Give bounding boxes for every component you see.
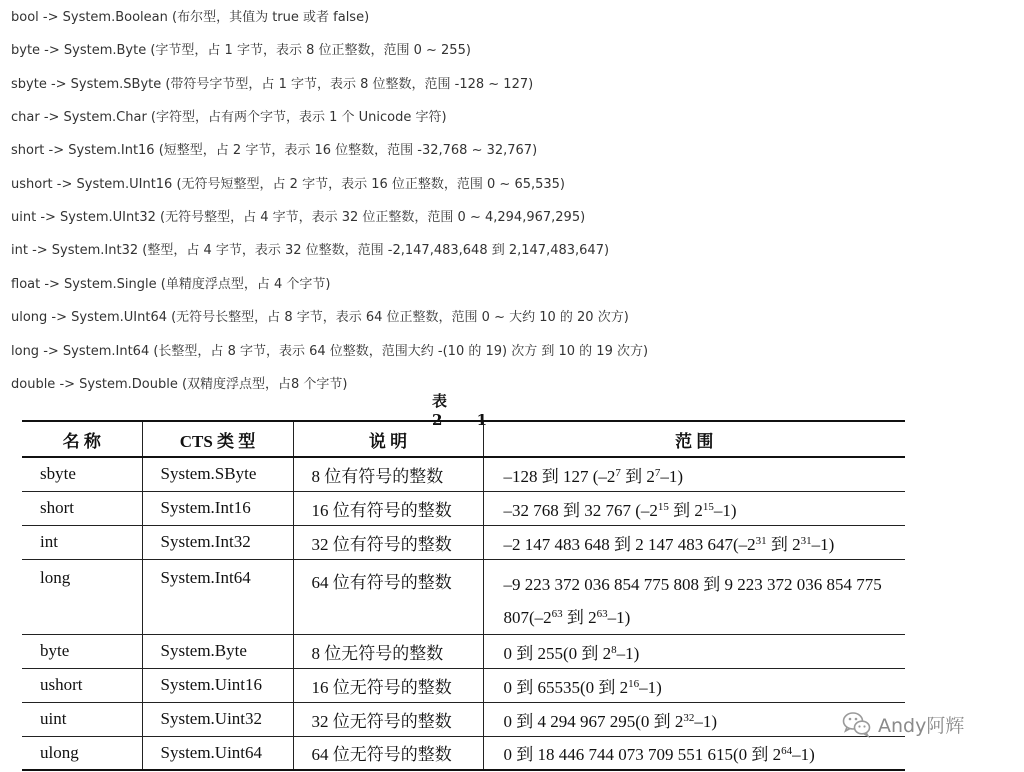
range-exponent: 31 [755, 534, 767, 547]
mapping-line-ulong: ulong -> System.UInt64 (无符号长整型，占 8 字节，表示 64 位正整数，范围 0 ~ 大约 10 的 20 次方) [11, 310, 629, 325]
range-text: 到 2 [562, 607, 597, 627]
range-text: –1) [639, 677, 662, 697]
range-text: –1) [616, 643, 640, 663]
watermark [842, 708, 964, 740]
table-row [22, 736, 905, 770]
range-cell [483, 559, 905, 634]
header-description: 说 明 [293, 421, 483, 457]
cts-type-cell: System.SByte [142, 457, 293, 491]
type-name-cell: int [40, 532, 58, 551]
table-row [22, 668, 905, 702]
description-cell: 16 位有符号的整数 [293, 491, 483, 525]
range-cell [483, 525, 905, 559]
range-text: 到 2 [766, 534, 801, 554]
range-text: –1) [694, 711, 718, 731]
mapping-line-byte: byte -> System.Byte (字节型，占 1 字节，表示 8 位正整数，范围 0 ~ 255) [11, 43, 471, 58]
range-text: –9 223 372 036 854 775 808 到 9 223 372 036 854 775 807(–2 [503, 574, 882, 627]
cts-type-table [22, 420, 905, 771]
description-cell: 64 位有符号的整数 [293, 559, 483, 634]
range-text: 0 到 255(0 到 2 [503, 643, 612, 663]
table-row [22, 634, 905, 668]
range-text: –1) [792, 745, 815, 765]
type-name-cell: long [40, 567, 71, 587]
type-name-cell: short [40, 498, 74, 517]
type-name-cell: ushort [40, 675, 83, 694]
range-exponent: 15 [702, 500, 714, 513]
mapping-line-ushort: ushort -> System.UInt16 (无符号短整型，占 2 字节，表示 16 位正整数，范围 0 ~ 65,535) [11, 177, 565, 192]
table-row [22, 702, 905, 736]
range-text: –128 到 127 (–2 [503, 466, 616, 486]
mapping-line-long: long -> System.Int64 (长整型，占 8 字节，表示 64 位整数，范围大约 -(10 的 19) 次方 到 10 的 19 次方) [11, 344, 649, 359]
cts-type-cell: System.Byte [142, 634, 293, 668]
range-text: 0 到 4 294 967 295(0 到 2 [503, 711, 684, 731]
range-text: 0 到 65535(0 到 2 [503, 677, 629, 697]
cts-type-cell: System.Int16 [142, 491, 293, 525]
range-exponent: 16 [628, 677, 640, 690]
range-exponent: 7 [654, 466, 661, 479]
range-cell [483, 736, 905, 770]
table-row [22, 457, 905, 491]
cts-type-cell: System.Uint64 [142, 736, 293, 770]
range-cell [483, 634, 905, 668]
watermark-text: Andy阿辉 [878, 714, 965, 737]
range-text: –1) [660, 466, 684, 486]
mapping-line-float: float -> System.Single (单精度浮点型，占 4 个字节) [11, 277, 331, 292]
mapping-line-double: double -> System.Double (双精度浮点型，占8 个字节) [11, 377, 348, 392]
header-name: 名 称 [62, 431, 101, 451]
type-name-cell: ulong [40, 742, 79, 762]
range-cell [483, 668, 905, 702]
range-text: –1) [713, 500, 737, 520]
mapping-line-short: short -> System.Int16 (短整型，占 2 字节，表示 16 位整数，范围 -32,768 ~ 32,767) [11, 143, 538, 158]
description-cell: 32 位有符号的整数 [293, 525, 483, 559]
description-cell: 32 位无符号的整数 [293, 702, 483, 736]
table-header-row [22, 421, 905, 457]
range-exponent: 8 [611, 643, 617, 656]
range-cell [483, 491, 905, 525]
type-name-cell: sbyte [40, 464, 76, 484]
table-caption: 表 2-1 [432, 392, 502, 429]
range-text: –2 147 483 648 到 2 147 483 647(–2 [503, 534, 756, 554]
range-exponent: 15 [657, 500, 669, 513]
type-name-cell: uint [40, 709, 67, 728]
description-cell: 64 位无符号的整数 [293, 736, 483, 770]
table-row [22, 525, 905, 559]
table-row [22, 559, 905, 634]
range-text: 0 到 18 446 744 073 709 551 615(0 到 2 [503, 745, 782, 765]
range-text: –32 768 到 32 767 (–2 [503, 500, 658, 520]
cts-type-cell: System.Uint16 [142, 668, 293, 702]
description-cell: 16 位无符号的整数 [293, 668, 483, 702]
range-exponent: 64 [781, 745, 793, 758]
cts-type-cell: System.Int32 [142, 525, 293, 559]
header-cts-type: CTS 类 型 [142, 421, 293, 457]
cts-type-cell: System.Uint32 [142, 702, 293, 736]
cts-type-cell: System.Int64 [142, 559, 293, 634]
range-text: 到 2 [668, 500, 703, 520]
range-exponent: 7 [615, 466, 621, 479]
mapping-line-sbyte: sbyte -> System.SByte (带符号字节型，占 1 字节，表示 8 位整数，范围 -128 ~ 127) [11, 77, 534, 92]
type-name-cell: byte [40, 641, 70, 660]
range-text: –1) [607, 607, 631, 627]
mapping-line-uint: uint -> System.UInt32 (无符号整型，占 4 字节，表示 32 位正整数，范围 0 ~ 4,294,967,295) [11, 210, 586, 225]
mapping-line-bool: bool -> System.Boolean (布尔型，其值为 true 或者 false) [11, 10, 370, 25]
mapping-line-int: int -> System.Int32 (整型，占 4 字节，表示 32 位整数，范围 -2,147,483,648 到 2,147,483,647) [11, 243, 610, 258]
range-cell [483, 457, 905, 491]
range-text: –1) [811, 534, 835, 554]
table-row [22, 491, 905, 525]
wechat-icon [842, 710, 872, 738]
header-range: 范 围 [483, 421, 905, 457]
range-exponent: 32 [683, 711, 695, 724]
range-exponent: 63 [551, 607, 563, 620]
description-cell: 8 位有符号的整数 [293, 457, 483, 491]
mapping-line-char: char -> System.Char (字符型，占有两个字节，表示 1 个 Unicode 字符) [11, 110, 447, 125]
description-cell: 8 位无符号的整数 [293, 634, 483, 668]
range-text: 到 2 [620, 466, 655, 486]
range-exponent: 63 [596, 607, 608, 620]
range-exponent: 31 [800, 534, 812, 547]
